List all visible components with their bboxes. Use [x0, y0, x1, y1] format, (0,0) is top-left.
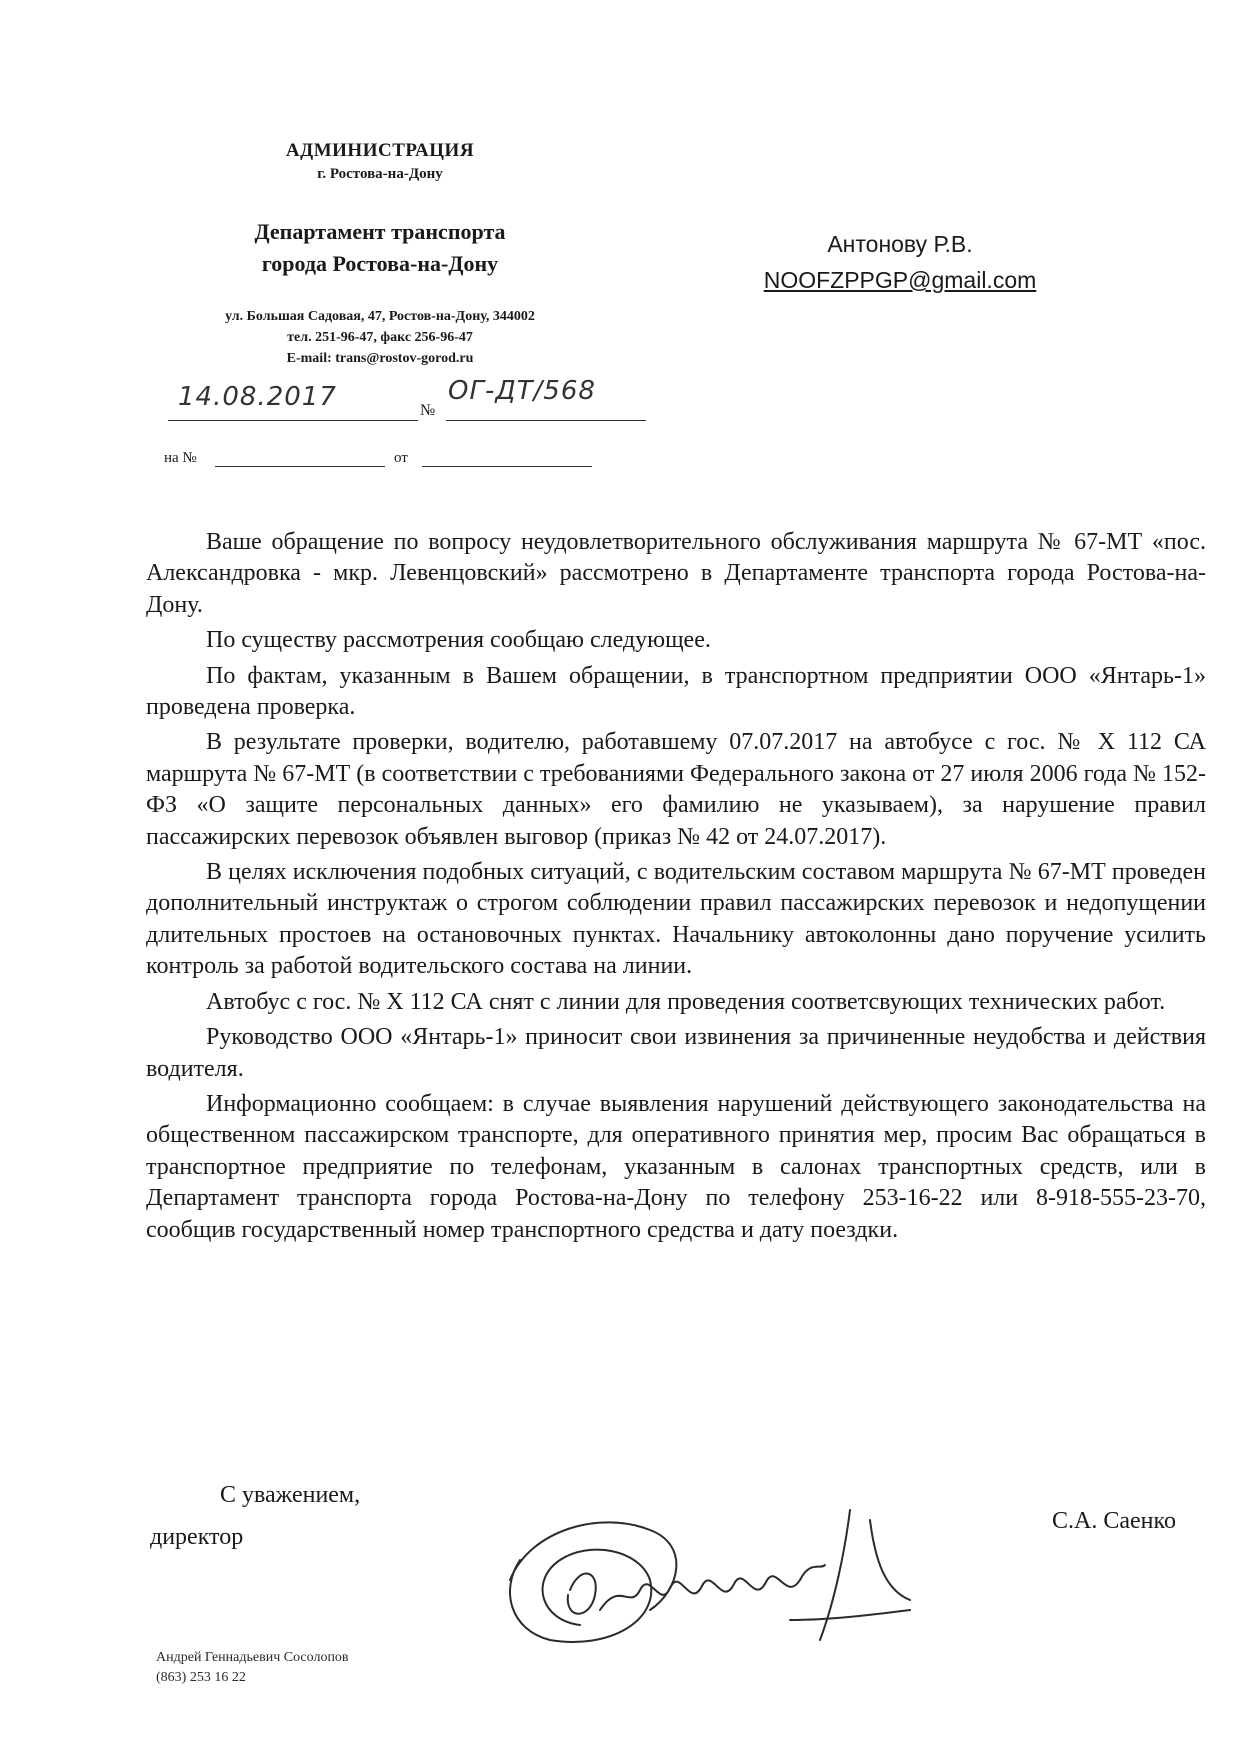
recipient-name: Антонову Р.В.: [827, 231, 973, 257]
department-name: [170, 216, 590, 280]
phone: тел. 251-96-47, факс 256-96-47: [287, 330, 473, 345]
regards: С уважением,: [220, 1482, 361, 1508]
signer-position: директор: [150, 1524, 244, 1550]
registration-number-value: ОГ-ДТ/568: [448, 376, 596, 406]
paragraph-6: Автобус с гос. № Х 112 СА снят с линии для проведения соответсвующих технических работ.: [206, 988, 1166, 1015]
email: E-mail: trans@rostov-gorod.ru: [286, 351, 474, 366]
paragraph-3: По фактам, указанным в Вашем обращении, в транспортном предприятии ООО «Янтарь-1» проведена проверка.: [146, 662, 1206, 721]
recipient-block: [690, 226, 1110, 298]
signer-name: С.А. Саенко: [1052, 1508, 1176, 1534]
dept-line-2: города Ростова-на-Дону: [261, 251, 499, 276]
ref-date-underline: [422, 466, 592, 467]
letter-body: [146, 527, 1206, 1250]
number-underline: [446, 420, 646, 421]
registration-date-value: 14.08.2017: [178, 382, 337, 412]
paragraph-5: В целях исключения подобных ситуаций, с водительским составом маршрута № 67-МТ проведен дополнительный инструктаж о строгом соблюдении правил пассажирских перевозок и недопущении длительных простоев на остановочных пунктах. Начальнику автоколонны дано поручение усилить контроль за работой водительского состава на линии.: [146, 859, 1206, 980]
address: ул. Большая Садовая, 47, Ростов-на-Дону, 344002: [225, 309, 535, 324]
executor-name: Андрей Геннадьевич Сосолопов: [156, 1650, 349, 1665]
executor-block: [156, 1648, 349, 1688]
paragraph-1: Ваше обращение по вопросу неудовлетворительного обслуживания маршрута № 67-МТ «пос. Александровка - мкр. Левенцовский» рассмотрено в Департаменте транспорта города Ростова-на-Дону.: [146, 529, 1206, 618]
paragraph-7: Руководство ООО «Янтарь-1» приносит свои извинения за причиненные неудобства и действия водителя.: [146, 1024, 1206, 1082]
contact-block: [150, 306, 610, 369]
ref-number-underline: [215, 466, 385, 467]
paragraph-4: В результате проверки, водителю, работавшему 07.07.2017 на автобусе с гос. № Х 112 СА маршрута № 67-МТ (в соответствии с требованиями Федерального закона от 27 июля 2006 года № 152-ФЗ «О защите персональных данных» его фамилию не указываем), за нарушение правил пассажирских перевозок объявлен выговор (приказ № 42 от 24.07.2017).: [146, 729, 1206, 850]
paragraph-2: По существу рассмотрения сообщаю следующее.: [206, 627, 711, 654]
ref-from-label: от: [394, 450, 408, 466]
dept-line-1: Департамент транспорта: [254, 219, 506, 244]
registration-date: [168, 382, 418, 412]
organization-header: [170, 140, 590, 183]
number-label: №: [420, 402, 436, 419]
paragraph-8: Информационно сообщаем: в случае выявления нарушений действующего законодательства на общественном пассажирском транспорте, для оперативного принятия мер, просим Вас обращаться в транспортное предприятие по телефонам, указанным в салонах транспортных средств, или в Департамент транспорта города Ростова-на-Дону по телефону 253-16-22 или 8-918-555-23-70, сообщив государственный номер транспортного средства и дату поездки.: [146, 1090, 1206, 1243]
recipient-email: NOOFZPPGP@gmail.com: [763, 267, 1037, 293]
org-title: АДМИНИСТРАЦИЯ: [285, 140, 475, 161]
date-underline: [168, 420, 418, 421]
registration-number: [448, 376, 648, 406]
handwritten-signature: [490, 1470, 930, 1660]
ref-label: на №: [164, 450, 197, 466]
org-city: г. Ростова-на-Дону: [317, 166, 443, 182]
executor-phone: (863) 253 16 22: [156, 1670, 246, 1685]
